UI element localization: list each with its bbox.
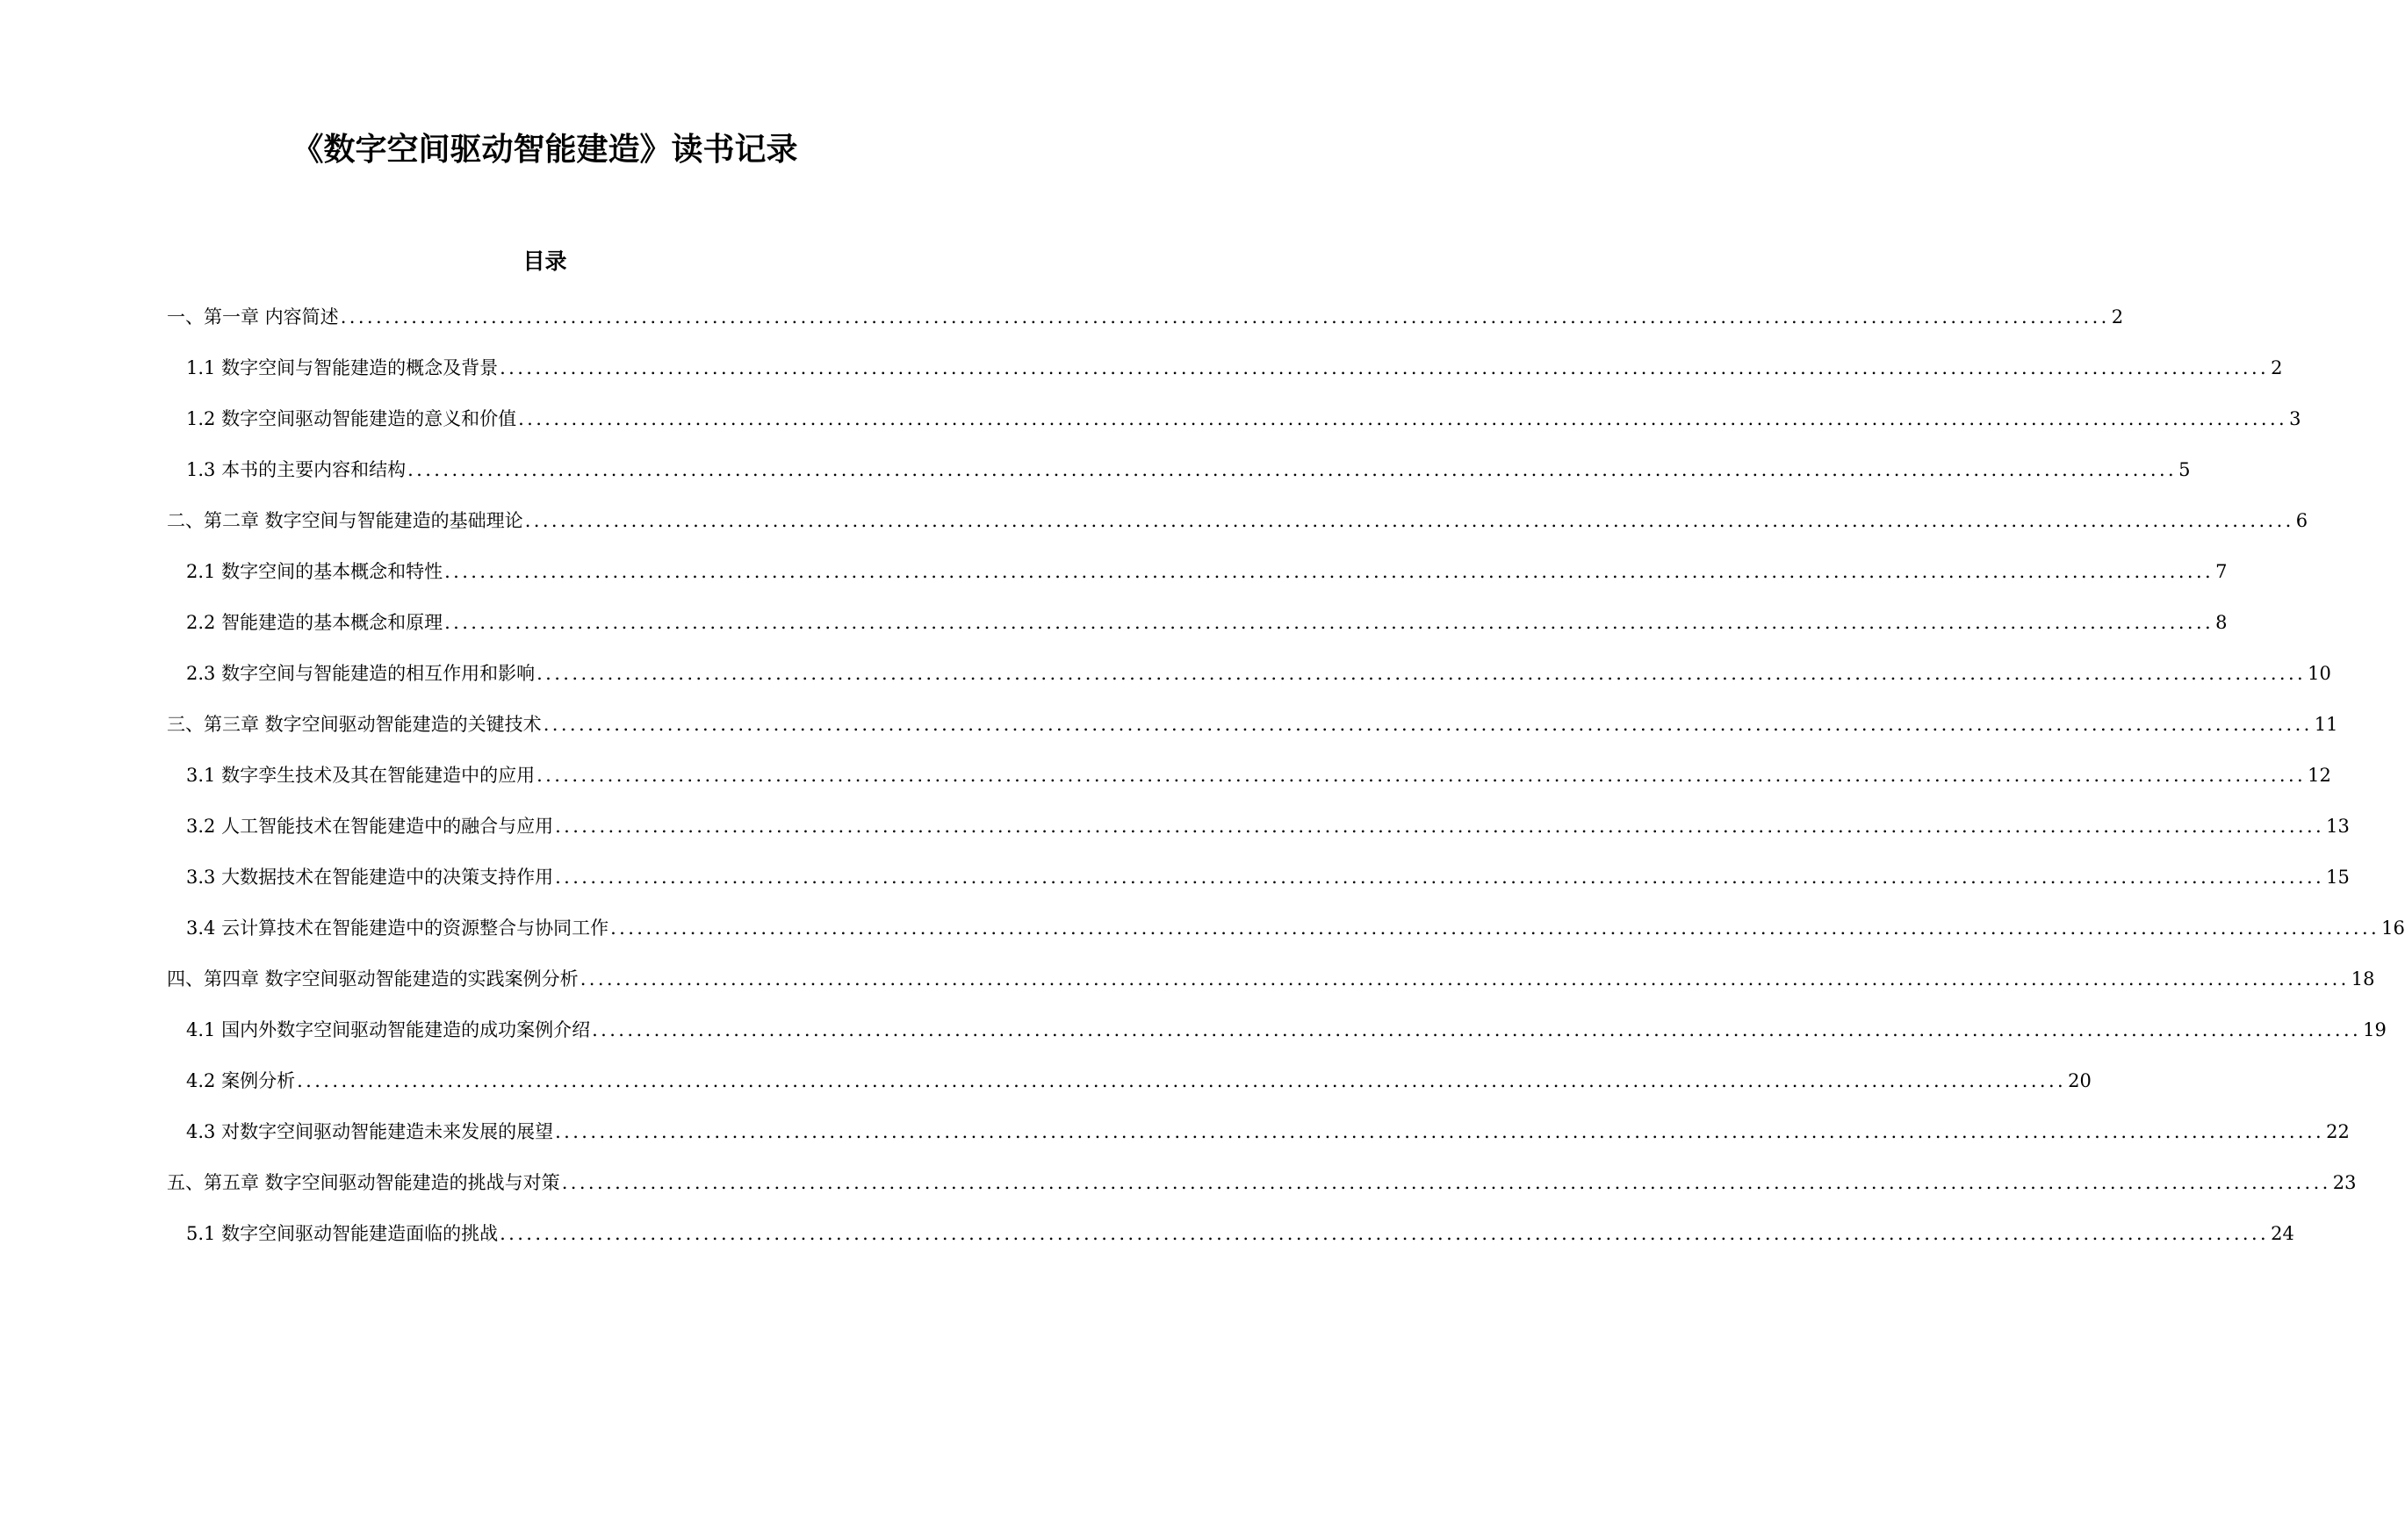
toc-entry-page-number: 24 <box>2271 1223 2294 1244</box>
toc-entry-page-number: 3 <box>2289 408 2301 429</box>
toc-dot-leader: ........................................................................................................................................................................................................ <box>524 510 2294 531</box>
toc-entry-label: 4.1 国内外数字空间驱动智能建造的成功案例介绍 <box>186 1019 591 1040</box>
toc-entry-label: 2.1 数字空间的基本概念和特性 <box>186 561 443 582</box>
toc-entry-page-number: 2 <box>2111 306 2124 327</box>
toc-chapter-entry[interactable] <box>167 304 2124 330</box>
toc-entry-page-number: 7 <box>2215 561 2228 582</box>
toc-dot-leader: ........................................................................................................................................................................................................ <box>536 663 2307 684</box>
toc-section-entry[interactable] <box>186 1220 2294 1247</box>
toc-dot-leader: ........................................................................................................................................................................................................ <box>561 1172 2331 1193</box>
toc-heading: 目录 <box>522 248 567 274</box>
toc-entry-page-number: 5 <box>2178 459 2191 480</box>
toc-dot-leader: ........................................................................................................................................................................................................ <box>340 306 2110 327</box>
toc-entry-page-number: 11 <box>2314 714 2338 735</box>
toc-section-entry[interactable] <box>186 355 2283 381</box>
toc-entry-page-number: 20 <box>2068 1070 2092 1091</box>
toc-section-entry[interactable] <box>186 609 2228 636</box>
toc-dot-leader: ........................................................................................................................................................................................................ <box>580 968 2350 989</box>
toc-section-entry[interactable] <box>186 1119 2350 1145</box>
toc-dot-leader: ........................................................................................................................................................................................................ <box>543 714 2313 735</box>
toc-entry-page-number: 10 <box>2308 663 2331 684</box>
toc-dot-leader: ........................................................................................................................................................................................................ <box>536 765 2307 786</box>
toc-entry-label: 2.3 数字空间与智能建造的相互作用和影响 <box>186 663 536 684</box>
toc-entry-label: 五、第五章 数字空间驱动智能建造的挑战与对策 <box>167 1172 560 1193</box>
toc-section-entry[interactable] <box>186 762 2331 788</box>
toc-entry-page-number: 6 <box>2295 510 2308 531</box>
toc-section-entry[interactable] <box>186 457 2191 483</box>
toc-entry-label: 3.3 大数据技术在智能建造中的决策支持作用 <box>186 867 554 888</box>
toc-dot-leader: ........................................................................................................................................................................................................ <box>555 867 2325 888</box>
toc-dot-leader: ........................................................................................................................................................................................................ <box>518 408 2288 429</box>
toc-entry-page-number: 22 <box>2326 1121 2350 1142</box>
toc-section-entry[interactable] <box>186 813 2350 839</box>
toc-entry-page-number: 23 <box>2332 1172 2357 1193</box>
toc-section-entry[interactable] <box>186 915 2405 941</box>
toc-entry-page-number: 18 <box>2351 968 2375 989</box>
document-title: 《数字空间驱动智能建造》读书记录 <box>292 132 798 168</box>
toc-entry-label: 四、第四章 数字空间驱动智能建造的实践案例分析 <box>167 968 579 989</box>
toc-entry-label: 5.1 数字空间驱动智能建造面临的挑战 <box>186 1223 499 1244</box>
toc-entry-label: 2.2 智能建造的基本概念和原理 <box>186 612 443 633</box>
toc-dot-leader: ........................................................................................................................................................................................................ <box>444 561 2214 582</box>
toc-entry-page-number: 12 <box>2308 765 2331 786</box>
toc-entry-label: 二、第二章 数字空间与智能建造的基础理论 <box>167 510 523 531</box>
toc-dot-leader: ........................................................................................................................................................................................................ <box>555 816 2325 837</box>
toc-section-entry[interactable] <box>186 660 2331 687</box>
toc-chapter-entry[interactable] <box>167 507 2308 534</box>
toc-entry-label: 1.1 数字空间与智能建造的概念及背景 <box>186 357 499 378</box>
toc-section-entry[interactable] <box>186 1068 2092 1094</box>
toc-dot-leader: ........................................................................................................................................................................................................ <box>444 612 2214 633</box>
toc-chapter-entry[interactable] <box>167 966 2375 992</box>
toc-dot-leader: ........................................................................................................................................................................................................ <box>592 1019 2362 1040</box>
toc-chapter-entry[interactable] <box>167 711 2338 738</box>
toc-entry-page-number: 15 <box>2326 867 2350 888</box>
toc-dot-leader: ........................................................................................................................................................................................................ <box>555 1121 2325 1142</box>
toc-entry-page-number: 2 <box>2271 357 2283 378</box>
toc-entry-label: 一、第一章 内容简述 <box>167 306 339 327</box>
toc-entry-label: 1.2 数字空间驱动智能建造的意义和价值 <box>186 408 517 429</box>
toc-chapter-entry[interactable] <box>167 1169 2357 1196</box>
toc-section-entry[interactable] <box>186 558 2228 585</box>
toc-entry-label: 3.4 云计算技术在智能建造中的资源整合与协同工作 <box>186 918 609 939</box>
toc-entry-page-number: 8 <box>2215 612 2228 633</box>
toc-entry-page-number: 19 <box>2363 1019 2387 1040</box>
toc-dot-leader: ........................................................................................................................................................................................................ <box>500 1223 2270 1244</box>
toc-entry-page-number: 16 <box>2381 918 2405 939</box>
toc-entry-label: 3.2 人工智能技术在智能建造中的融合与应用 <box>186 816 554 837</box>
toc-dot-leader: ........................................................................................................................................................................................................ <box>407 459 2178 480</box>
toc-entry-label: 4.3 对数字空间驱动智能建造未来发展的展望 <box>186 1121 554 1142</box>
toc-section-entry[interactable] <box>186 406 2301 432</box>
toc-entry-label: 三、第三章 数字空间驱动智能建造的关键技术 <box>167 714 542 735</box>
toc-entry-label: 4.2 案例分析 <box>186 1070 296 1091</box>
toc-section-entry[interactable] <box>186 1017 2387 1043</box>
toc-entry-page-number: 13 <box>2326 816 2350 837</box>
toc-entry-label: 3.1 数字孪生技术及其在智能建造中的应用 <box>186 765 536 786</box>
toc-entry-label: 1.3 本书的主要内容和结构 <box>186 459 407 480</box>
toc-dot-leader: ........................................................................................................................................................................................................ <box>500 357 2270 378</box>
toc-dot-leader: ........................................................................................................................................................................................................ <box>297 1070 2067 1091</box>
toc-dot-leader: ........................................................................................................................................................................................................ <box>610 918 2380 939</box>
toc-section-entry[interactable] <box>186 864 2350 890</box>
